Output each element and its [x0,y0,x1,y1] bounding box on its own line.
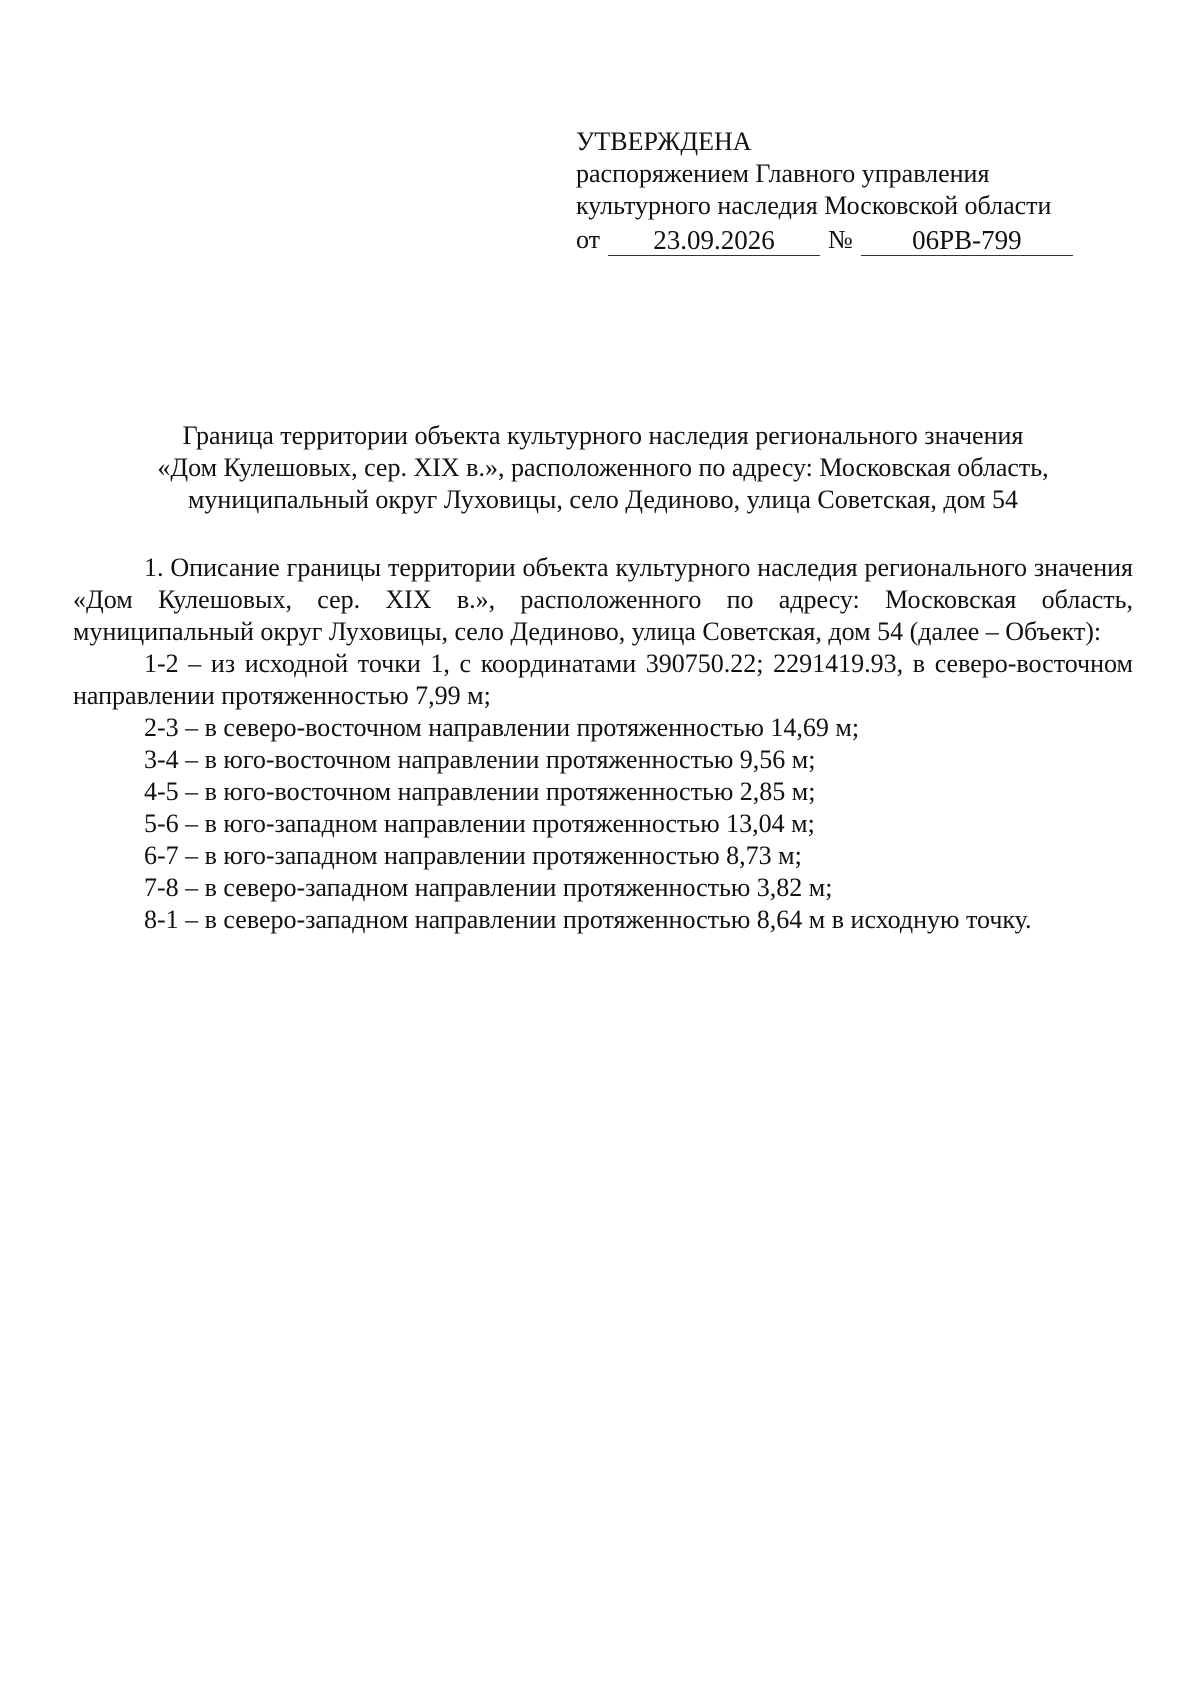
segment-5-6: 5-6 – в юго-западном направлении протяженностью 13,04 м; [144,809,815,838]
approval-date: 23.09.2026 [608,225,820,256]
segment-1-2: 1-2 – из исходной точки 1, с координатами 390750.22; 2291419.93, в северо-восточном направлении протяженностью 7,99 м; [73,649,1133,710]
segment-4-5: 4-5 – в юго-восточном направлении протяженностью 2,85 м; [144,777,816,806]
title-line-2: «Дом Кулешовых, сер. XIX в.», расположенного по адресу: Московская область, [157,453,1049,482]
approval-line-2: культурного наследия Московской области [576,191,1052,220]
approval-line-1: распоряжением Главного управления [576,159,990,188]
segment-7-8: 7-8 – в северо-западном направлении протяженностью 3,82 м; [144,873,833,902]
number-label: № [828,225,853,254]
intro-paragraph: 1. Описание границы территории объекта культурного наследия регионального значения «Дом Кулешовых, сер. XIX в.», расположенного по адресу: Московская область, муниципальный округ Луховицы, село Дединово, улица Советская, дом 54 (далее – Объект): [73,553,1133,646]
segment-8-1: 8-1 – в северо-западном направлении протяженностью 8,64 м в исходную точку. [144,905,1032,934]
from-label: от [576,225,601,254]
approval-stamp-block [576,126,1136,256]
segment-6-7: 6-7 – в юго-западном направлении протяженностью 8,73 м; [144,841,802,870]
segment-2-3: 2-3 – в северо-восточном направлении протяженностью 14,69 м; [144,713,860,742]
approval-date-number-row [576,224,1136,256]
segment-3-4: 3-4 – в юго-восточном направлении протяженностью 9,56 м; [144,745,816,774]
document-title [73,420,1133,516]
title-line-3: муниципальный округ Луховицы, село Дединово, улица Советская, дом 54 [187,485,1019,514]
approval-heading: УТВЕРЖДЕНА [576,127,752,156]
approval-number: 06РВ-799 [861,225,1073,256]
title-line-1: Граница территории объекта культурного наследия регионального значения [182,421,1024,450]
document-body [73,552,1133,936]
